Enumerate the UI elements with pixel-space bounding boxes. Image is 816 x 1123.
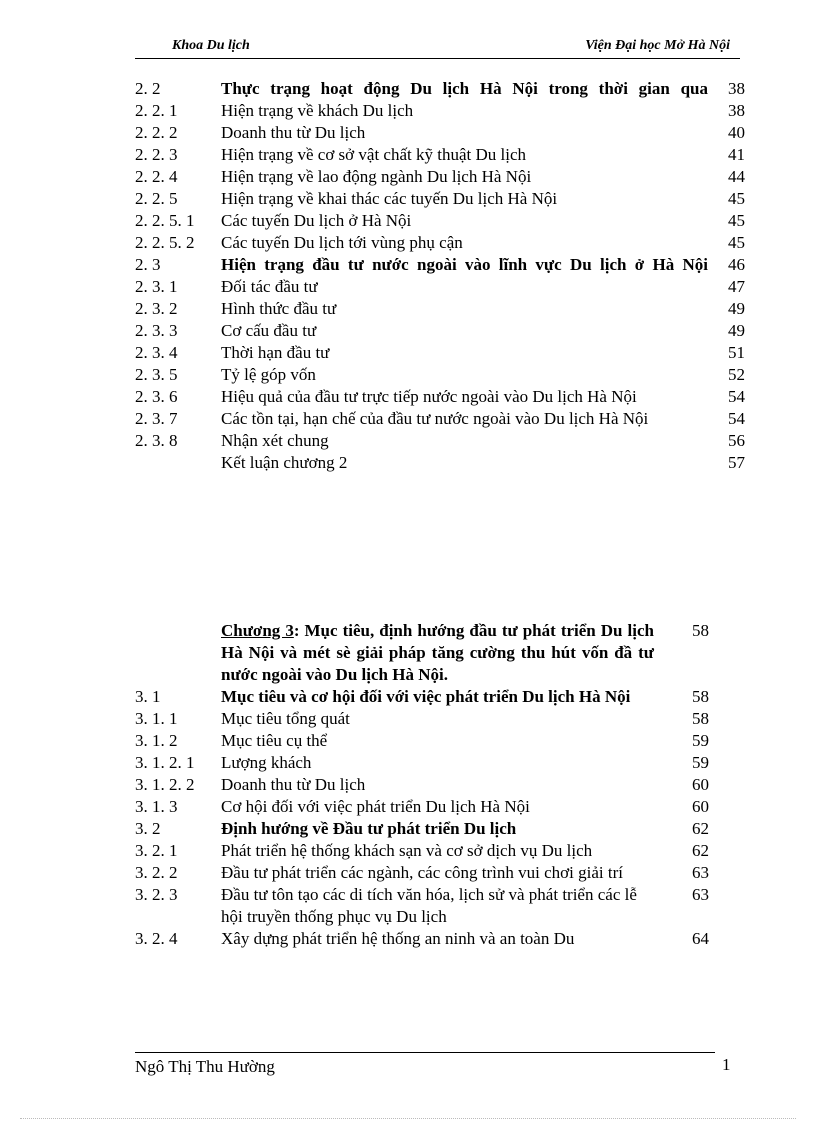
toc-entry-title: Mục tiêu và cơ hội đối với việc phát triển Du lịch Hà Nội [221,687,631,706]
toc-entry-number: 2. 3. 7 [135,409,178,428]
toc-entry-title: Tỷ lệ góp vốn [221,365,316,384]
toc-entry [135,430,755,452]
toc-entry-title: Các tuyến Du lịch ở Hà Nội [221,211,412,230]
toc-entry-page: 52 [728,365,745,384]
toc-entry-page: 38 [728,79,745,98]
toc-entry-title: Hiệu quả của đầu tư trực tiếp nước ngoài vào Du lịch Hà Nội [221,387,637,406]
toc-entry-title: Lượng khách [221,753,312,772]
toc-entry-number: 2. 2. 5 [135,189,178,208]
toc-entry [135,452,755,474]
toc-entry-page: 46 [728,255,745,274]
toc-entry [135,210,755,232]
footer-page-number: 1 [722,1055,731,1074]
toc-entry-number: 3. 1. 1 [135,709,178,728]
toc-entry [135,818,755,840]
table-of-contents-chapter-3 [135,620,755,950]
toc-entry-title: Doanh thu từ Du lịch [221,775,366,794]
toc-entry-page: 58 [692,687,709,706]
footer-author: Ngô Thị Thu Hường [135,1057,275,1076]
toc-entry-number: 2. 2. 2 [135,123,178,142]
toc-entry [135,752,755,774]
toc-entry-number: 3. 1. 3 [135,797,178,816]
toc-entry-page: 63 [692,885,709,904]
toc-entry [135,320,755,342]
toc-entry-title: Đầu tư phát triển các ngành, các công trình vui chơi giải trí [221,863,623,882]
toc-entry-title: Thời hạn đầu tư [221,343,330,362]
toc-entry-title: Các tuyến Du lịch tới vùng phụ cận [221,233,463,252]
toc-entry-title: Hiện trạng về khách Du lịch [221,101,414,120]
toc-entry-page: 40 [728,123,745,142]
chapter-3-page: 58 [692,621,709,640]
toc-entry-page: 45 [728,233,745,252]
toc-entry-title: Nhận xét chung [221,431,329,450]
toc-entry-number: 2. 3 [135,255,161,274]
toc-entry-page: 64 [692,929,709,948]
toc-entry [135,884,755,928]
toc-entry-title: Cơ hội đối với việc phát triển Du lịch Hà Nội [221,797,530,816]
toc-entry-number: 2. 3. 5 [135,365,178,384]
toc-entry-page: 38 [728,101,745,120]
toc-entry-page: 59 [692,753,709,772]
toc-entry [135,862,755,884]
toc-entry [135,796,755,818]
toc-entry-title: Hiện trạng về khai thác các tuyến Du lịch Hà Nội [221,189,558,208]
chapter-3-heading [135,620,755,686]
toc-entry-page: 60 [692,775,709,794]
toc-entry [135,122,755,144]
toc-entry-number: 3. 2. 1 [135,841,178,860]
toc-entry [135,78,755,100]
toc-entry [135,840,755,862]
toc-entry-number: 2. 3. 3 [135,321,178,340]
toc-entry-number: 2. 2. 5. 2 [135,233,195,252]
toc-entry [135,144,755,166]
toc-entry-page: 63 [692,863,709,882]
toc-entry-title: Đầu tư tôn tạo các di tích văn hóa, lịch sử và phát triển các lễ hội truyền thống phục vụ Du lịch [221,885,637,926]
toc-entry-page: 62 [692,841,709,860]
toc-entry-number: 2. 2 [135,79,161,98]
toc-entry-page: 60 [692,797,709,816]
toc-entry-page: 49 [728,299,745,318]
toc-entry-page: 44 [728,167,745,186]
toc-entry-title: Mục tiêu tổng quát [221,709,350,728]
toc-entry [135,276,755,298]
toc-entry-title: Định hướng về Đầu tư phát triển Du lịch [221,819,517,838]
toc-entry-page: 59 [692,731,709,750]
toc-entry-title: Hiện trạng về cơ sở vật chất kỹ thuật Du lịch [221,145,527,164]
toc-entry-page: 57 [728,453,745,472]
toc-entry-page: 49 [728,321,745,340]
toc-entry-number: 2. 3. 8 [135,431,178,450]
toc-entry-page: 45 [728,211,745,230]
toc-entry [135,254,755,276]
table-of-contents-part-2 [135,78,755,474]
toc-entry-number: 3. 1. 2. 2 [135,775,195,794]
toc-entry [135,386,755,408]
toc-entry-number: 3. 2. 2 [135,863,178,882]
toc-entry-title: Các tồn tại, hạn chế của đầu tư nước ngoài vào Du lịch Hà Nội [221,409,649,428]
toc-entry-title: Xây dựng phát triển hệ thống an ninh và an toàn Du [221,929,575,948]
toc-entry-title: Kết luận chương 2 [221,453,348,472]
toc-entry-number: 2. 3. 6 [135,387,178,406]
toc-entry [135,730,755,752]
toc-entry-page: 54 [728,387,745,406]
toc-entry [135,166,755,188]
toc-entry-title: Cơ cấu đầu tư [221,321,317,340]
toc-entry-title: Phát triển hệ thống khách sạn và cơ sở dịch vụ Du lịch [221,841,593,860]
toc-entry-title: Doanh thu từ Du lịch [221,123,366,142]
toc-entry-number: 2. 3. 1 [135,277,178,296]
toc-entry [135,708,755,730]
toc-entry-page: 47 [728,277,745,296]
toc-entry [135,364,755,386]
toc-entry-number: 2. 3. 2 [135,299,178,318]
header-institute: Viện Đại học Mở Hà Nội [585,38,730,53]
toc-entry [135,928,755,950]
toc-entry-number: 3. 1. 2. 1 [135,753,195,772]
toc-entry-number: 3. 2 [135,819,161,838]
toc-entry-page: 56 [728,431,745,450]
toc-entry-title: Thực trạng hoạt động Du lịch Hà Nội trong thời gian qua [221,79,708,98]
toc-entry-page: 51 [728,343,745,362]
toc-entry-title: Đối tác đầu tư [221,277,318,296]
toc-entry-number: 2. 2. 4 [135,167,178,186]
toc-entry-number: 2. 3. 4 [135,343,178,362]
toc-entry-title: Mục tiêu cụ thể [221,731,328,750]
toc-entry-number: 2. 2. 5. 1 [135,211,195,230]
toc-entry [135,100,755,122]
toc-entry-number: 3. 1 [135,687,161,706]
toc-entry-page: 45 [728,189,745,208]
toc-entry [135,686,755,708]
toc-entry [135,298,755,320]
toc-entry-title: Hiện trạng về lao động ngành Du lịch Hà Nội [221,167,532,186]
header-department: Khoa Du lịch [172,38,250,53]
chapter-3-title: : Mục tiêu, định hướng đầu tư phát triển Du lịch Hà Nội và mét sè giải pháp tăng cường thu hút vốn đầ tư nước ngoài vào Du lịch Hà Nội. [221,621,654,684]
footer-divider [135,1052,715,1053]
toc-entry [135,774,755,796]
page-bottom-border [20,1118,796,1119]
toc-entry-page: 54 [728,409,745,428]
page-header [135,38,740,59]
toc-entry-number: 3. 1. 2 [135,731,178,750]
toc-entry-page: 58 [692,709,709,728]
toc-entry [135,188,755,210]
toc-entry-page: 41 [728,145,745,164]
toc-entry-title: Hiện trạng đầu tư nước ngoài vào lĩnh vực Du lịch ở Hà Nội [221,255,708,274]
toc-entry-number: 3. 2. 4 [135,929,178,948]
toc-entry-number: 2. 2. 1 [135,101,178,120]
toc-entry-number: 2. 2. 3 [135,145,178,164]
toc-entry [135,232,755,254]
toc-entry-number: 3. 2. 3 [135,885,178,904]
chapter-3-label: Chương 3 [221,621,294,640]
toc-entry-page: 62 [692,819,709,838]
toc-entry [135,408,755,430]
toc-entry [135,342,755,364]
toc-entry-title: Hình thức đầu tư [221,299,337,318]
